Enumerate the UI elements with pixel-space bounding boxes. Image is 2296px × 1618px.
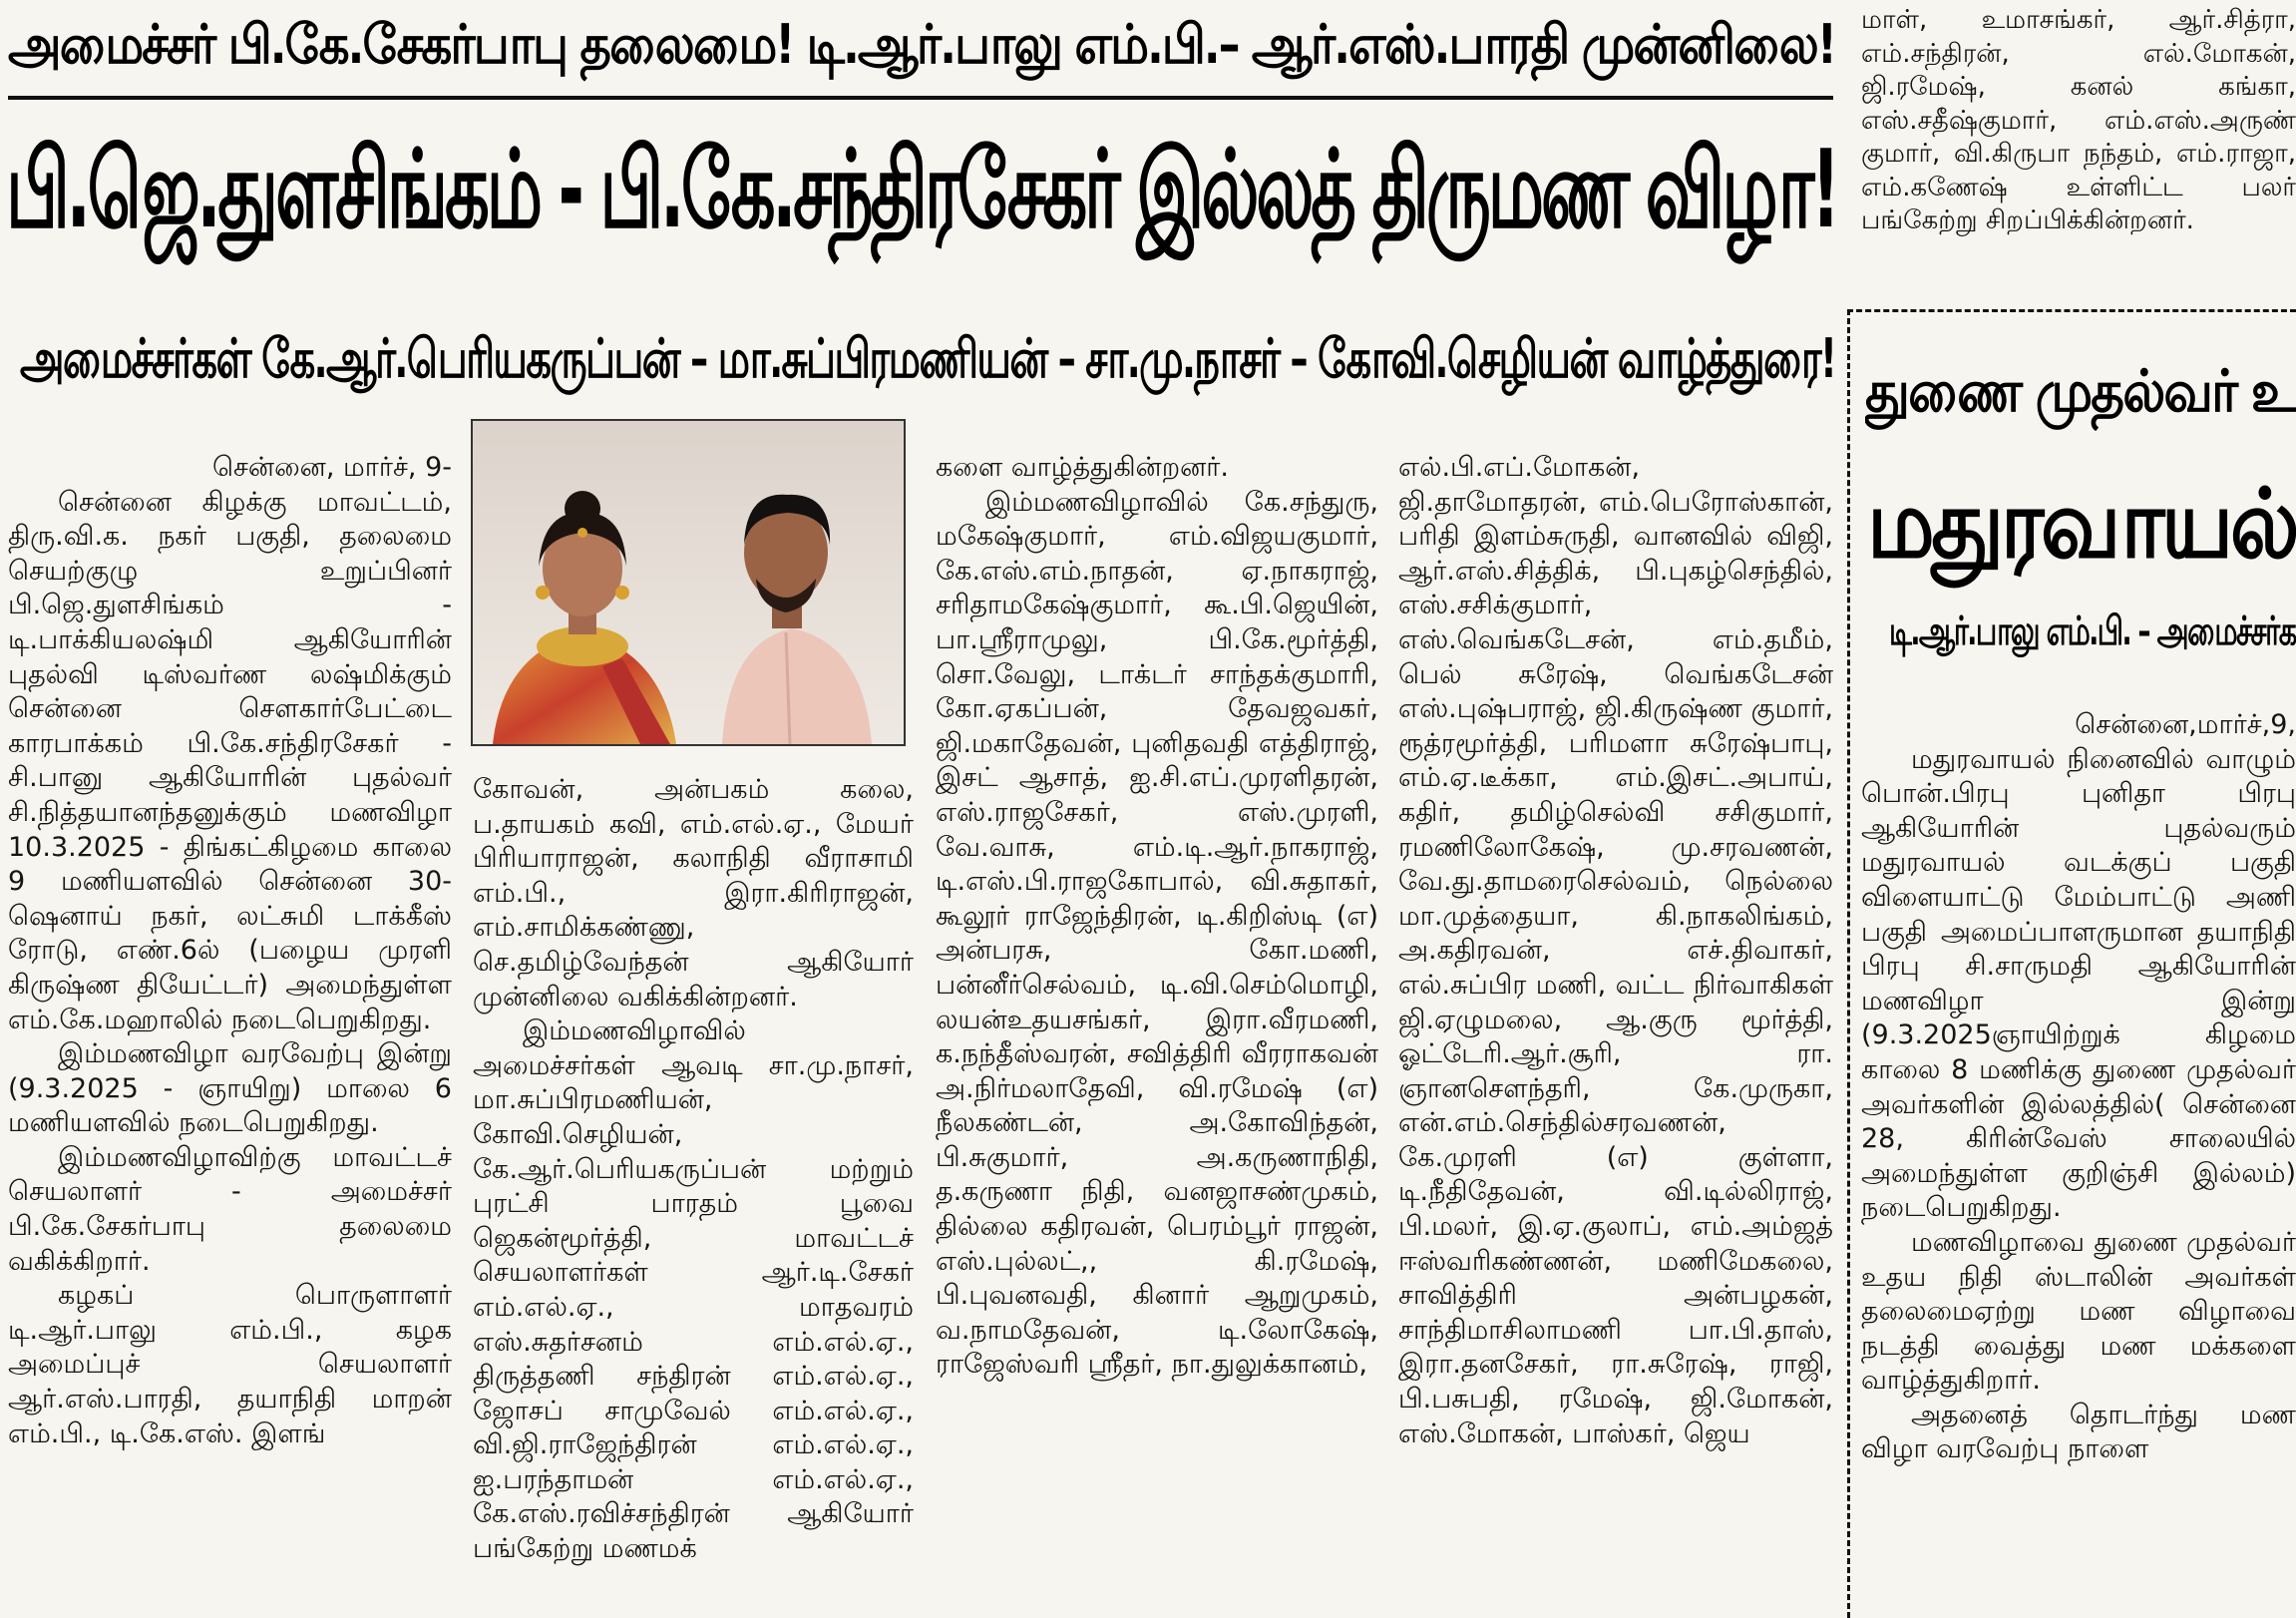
article-paragraph: கழகப் பொருளாளர் டி.ஆர்.பாலு எம்.பி., கழக அமைப்புச் செயலாளர் ஆர்.எஸ்.பாரதி, தயாநிதி மாறன் எம்.பி., டி.கே.எஸ். இளங் [8,1280,452,1449]
article-column-2 [473,773,914,1616]
article-paragraph: எல்.பி.எப்.மோகன், ஜி.தாமோதரன், எம்.பெரோஸ்கான், பரிதி இளம்சுருதி, வானவில் விஜி, ஆர்.எஸ்.சித்திக், பி.புகழ்செந்தில், எஸ்.சசிக்குமார், எஸ்.வெங்கடேசன், எம்.தமீம், பெல் சுரேஷ், வெங்கடேசன் எஸ்.புஷ்பராஜ், ஜி.கிருஷ்ண குமார், ரூத்ரமூர்த்தி, பரிமளா சுரேஷ்பாபு, எம்.ஏ.டீக்கா, எம்.இசட்.அபாய், கதிர், தமிழ்செல்வி சசிகுமார், ரமணிலோகேஷ், மு.சரவணன், வே.து.தாமரைசெல்வம், நெல்லை மா.முத்தையா, கி.நாகலிங்கம், அ.கதிரவன், எச்.திவாகர், எல்.சுப்பிர மணி, வட்ட நிர்வாகிகள் ஜி.ஏழுமலை, ஆ.குரு மூர்த்தி, ஓட்டேரி.ஆர்.சூரி, ரா. ஞானசௌந்தரி, கே.முருகா, என்.எம்.செந்தில்சரவணன், கே.முரளி (எ) குள்ளா, டி.நீதிதேவன், வி.டில்லிராஜ், பி.மலர், இ.ஏ.குலாப், எம்.அம்ஜத் ஈஸ்வரிகண்ணன், மணிமேகலை, சாவித்திரி அன்பழகன், சாந்திமாசிலாமணி பா.பி.தாஸ், இரா.தனசேகர், ரா.சுரேஷ், ராஜி, பி.பசுபதி, ரமேஷ், ஜி.மோகன், எஸ்.மோகன், பாஸ்கர், ஜெய [1398,452,1833,1449]
article-dateline: சென்னை, மார்ச், 9- [211,452,452,483]
article-paragraph: இம்மணவிழாவிற்கு மாவட்டச் செயலாளர் - அமைச்சர் பி.கே.சேகர்பாபு தலைமை வகிக்கிறார். [8,1141,452,1277]
side-box-divider [1847,309,1850,1618]
side-story-paragraph: அதனைத் தொடர்ந்து மண விழா வரவேற்பு நாளை [1861,1399,2296,1465]
side-story-dateline: சென்னை,மார்ச்,9, [2075,709,2296,740]
side-story-column [1861,708,2296,1616]
side-story-strap: துணை முதல்வர் உ [1865,357,2296,425]
side-story-paragraph: மதுரவாயல் நினைவில் வாழும் பொன்.பிரபு புனிதா பிரபு ஆகியோரின் புதல்வரும் மதுரவாயல் வடக்குப் பகுதி விளையாட்டு மேம்பாட்டு அணி பகுதி அமைப்பாளருமான தயாநிதி பிரபு சி.சாருமதி ஆகியோரின் மணவிழா இன்று (9.3.2025ஞாயிற்றுக் கிழமை காலை 8 மணிக்கு துணை முதல்வர் அவர்களின் இல்லத்தில்( சென்னை 28, கிரின்வேஸ் சாலையில் அமைந்துள்ள குறிஞ்சி இல்லம்) நடைபெறுகிறது. [1861,743,2296,1224]
article-paragraph: இம்மணவிழாவில் கே.சந்துரு, மகேஷ்குமார், எம்.விஜயகுமார், கே.எஸ்.எம்.நாதன், ஏ.நாகராஜ், சரிதாமகேஷ்குமார், கூ.பி.ஜெயின், பா.ஸ்ரீராமுலு, பி.கே.மூர்த்தி, சொ.வேலு, டாக்டர் சாந்தக்குமாரி, கோ.ஏகப்பன், தேவஜவகர், ஜி.மகாதேவன், புனிதவதி எத்திராஜ், இசட் ஆசாத், ஐ.சி.எப்.முரளிதரன், எஸ்.ராஜசேகர், எஸ்.முரளி, வே.வாசு, எம்.டி.ஆர்.நாகராஜ், டி.எஸ்.பி.ராஜகோபால், வி.சுதாகர், கூலூர் ராஜேந்திரன், டி.கிறிஸ்டி (எ) அன்பரசு, கோ.மணி, பன்னீர்செல்வம், டி.வி.செம்மொழி, லயன்உதயசங்கர், இரா.வீரமணி, க.நந்தீஸ்வரன், சவித்திரி வீரராகவன் அ.நிர்மலாதேவி, வி.ரமேஷ் (எ) நீலகண்டன், அ.கோவிந்தன், பி.சுகுமார், அ.கருணாநிதி, த.கருணா நிதி, வனஜாசண்முகம், தில்லை கதிரவன், பெரம்பூர் ராஜன், எஸ்.புல்லட்,, கி.ரமேஷ், பி.புவனவதி, கினார் ஆறுமுகம், வ.நாமதேவன், டி.லோகேஷ், ராஜேஸ்வரி ஸ்ரீதர், நா.துலுக்கானம், [936,486,1378,1381]
article-column-1 [8,451,452,1616]
sub-headline: அமைச்சர்கள் கே.ஆர்.பெரியகருப்பன் – மா.சுப்பிரமணியன் – சா.மு.நாசர் – கோவி.செழியன் வாழ்த்துரை! [20,327,1835,390]
headline-rule [8,96,1833,100]
article-paragraph: களை வாழ்த்துகின்றனர். [936,452,1229,483]
previous-story-tail [1861,4,2296,299]
article-paragraph: சென்னை கிழக்கு மாவட்டம், திரு.வி.க. நகர் பகுதி, தலைமை செயற்குழு உறுப்பினர் பி.ஜெ.துளசிங்கம் - டி.பாக்கியலஷ்மி ஆகியோரின் புதல்வி டிஸ்வர்ண லஷ்மிக்கும் சென்னை சௌகார்பேட்டை காரபாக்கம் பி.கே.சந்திரசேகர் - சி.பானு ஆகியோரின் புதல்வர் சி.நித்தயானந்தனுக்கும் மணவிழா 10.3.2025 - திங்கட்கிழமை காலை 9 மணியளவில் சென்னை 30- ஷெனாய் நகர், லட்சுமி டாக்கீஸ் ரோடு, எண்.6ல் (பழைய முரளி கிருஷ்ண தியேட்டர்) அமைந்துள்ள எம்.கே.மஹாலில் நடைபெறுகிறது. [8,486,452,1035]
side-box-top-divider [1847,309,2296,312]
article-paragraph: கோவன், அன்பகம் கலை, ப.தாயகம் கவி, எம்.எல்.ஏ., மேயர் பிரியாராஜன், கலாநிதி வீராசாமி எம்.பி., இரா.கிரிராஜன், எம்.சாமிக்கண்ணு, செ.தமிழ்வேந்தன் ஆகியோர் முன்னிலை வகிக்கின்றனர். [473,774,914,1012]
article-paragraph: இம்மணவிழாவில் அமைச்சர்கள் ஆவடி சா.மு.நாசர், மா.சுப்பிரமணியன், கோவி.செழியன், கே.ஆர்.பெரியகருப்பன் மற்றும் புரட்சி பாரதம் பூவை ஜெகன்மூர்த்தி, மாவட்டச் செயலாளர்கள் ஆர்.டி.சேகர் எம்.எல்.ஏ., மாதவரம் எஸ்.சுதர்சனம் எம்.எல்.ஏ., திருத்தணி சந்திரன் எம்.எல்.ஏ., ஜோசப் சாமுவேல் எம்.எல்.ஏ., வி.ஜி.ராஜேந்திரன் எம்.எல்.ஏ., ஐ.பரந்தாமன் எம்.எல்.ஏ., கே.எஸ்.ரவிச்சந்திரன் ஆகியோர் பங்கேற்று மணமக் [473,1015,914,1565]
article-column-3 [936,451,1378,1616]
top-strap-headline: அமைச்சர் பி.கே.சேகர்பாபு தலைமை! டி.ஆர்.பாலு எம்.பி.– ஆர்.எஸ்.பாரதி முன்னிலை! [8,13,1835,76]
couple-photo-icon [473,421,904,744]
article-paragraph: இம்மணவிழா வரவேற்பு இன்று (9.3.2025 - ஞாயிறு) மாலை 6 மணியளவில் நடைபெறுகிறது. [8,1038,452,1139]
main-headline: பி.ஜெ.துளசிங்கம் - பி.கே.சந்திரசேகர் இல்லத் திருமண விழா! [6,128,1837,252]
wedding-couple-photo [471,419,906,746]
side-story-paragraph: மணவிழாவை துணை முதல்வர் உதய நிதி ஸ்டாலின் அவர்கள் தலைமைஏற்று மண விழாவை நடத்தி வைத்து மண மக்களை வாழ்த்துகிறார். [1861,1226,2296,1397]
side-story-subheadline: டி.ஆர்.பாலு எம்.பி. – அமைச்சர்க [1889,608,2296,654]
side-story-headline: மதுரவாயல் [1867,468,2296,580]
previous-story-text: மாள், உமாசங்கர், ஆர்.சித்ரா, எம்.சந்திரன், எல்.மோகன், ஜி.ரமேஷ், கனல் கங்கா, எஸ்.சதீஷ்குமார், எம்.எஸ்.அருண் குமார், வி.கிருபா நந்தம், எம்.ராஜா, எம்.கணேஷ் உள்ளிட்ட பலர் பங்கேற்று சிறப்பிக்கின்றனர். [1861,5,2296,235]
article-column-4 [1398,451,1833,1616]
